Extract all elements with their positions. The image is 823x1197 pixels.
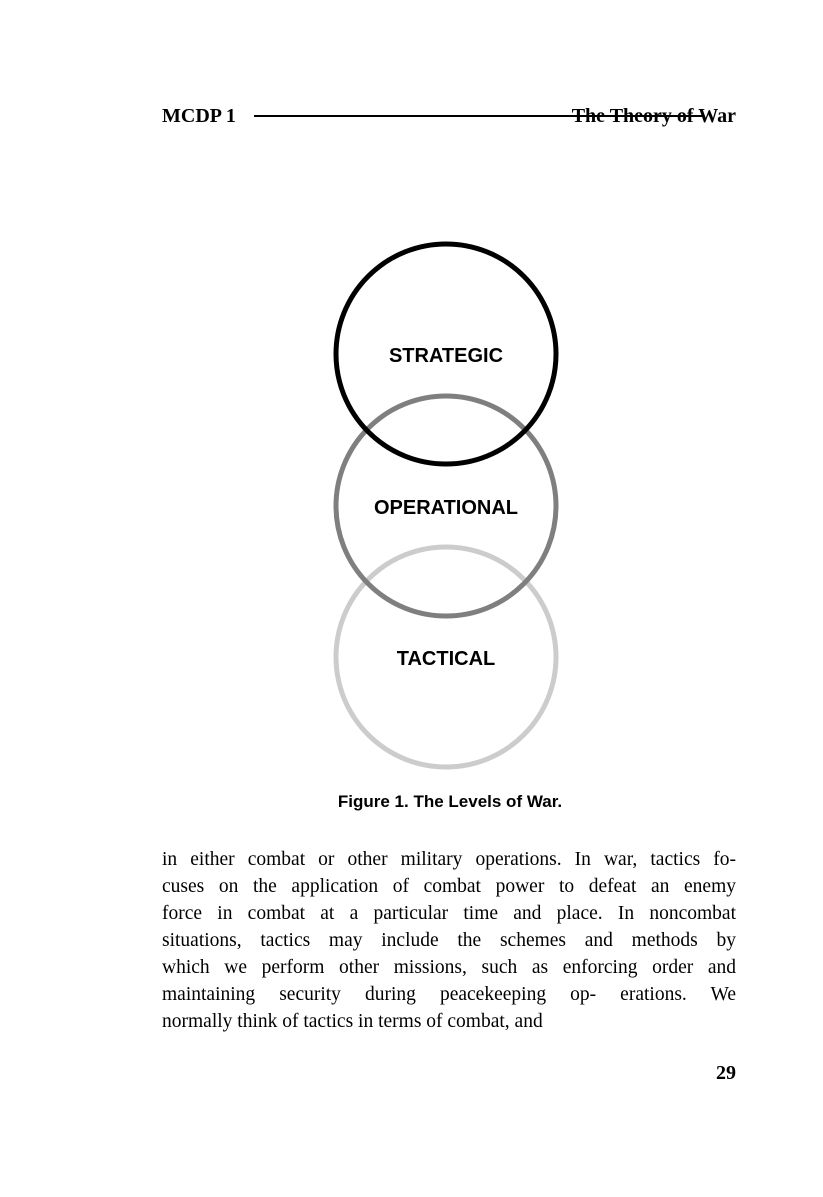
running-header bbox=[162, 102, 736, 130]
header-left: MCDP 1 bbox=[162, 105, 236, 127]
body-line: cuses on the application of combat power to defeat an enemy bbox=[162, 876, 736, 897]
body-line: force in combat at a particular time and place. In noncombat bbox=[162, 903, 736, 924]
strategic-circle bbox=[336, 244, 556, 464]
operational-label: OPERATIONAL bbox=[373, 497, 519, 519]
body-line: in either combat or other military operations. In war, tactics fo- bbox=[162, 849, 736, 870]
tactical-circle bbox=[336, 547, 556, 767]
header-right: The Theory of War bbox=[571, 105, 736, 127]
operational-circle bbox=[336, 396, 556, 616]
body-line: maintaining security during peacekeeping op- erations. We bbox=[162, 984, 736, 1005]
body-paragraph bbox=[162, 846, 736, 1035]
figure-caption: Figure 1. The Levels of War. bbox=[337, 792, 563, 811]
body-line: situations, tactics may include the schemes and methods by bbox=[162, 930, 736, 951]
page-number: 29 bbox=[716, 1062, 736, 1084]
strategic-label: STRATEGIC bbox=[388, 345, 504, 367]
body-line: normally think of tactics in terms of combat, and bbox=[162, 1011, 543, 1032]
body-line: which we perform other missions, such as enforcing order and bbox=[162, 957, 736, 978]
tactical-label: TACTICAL bbox=[396, 648, 496, 670]
